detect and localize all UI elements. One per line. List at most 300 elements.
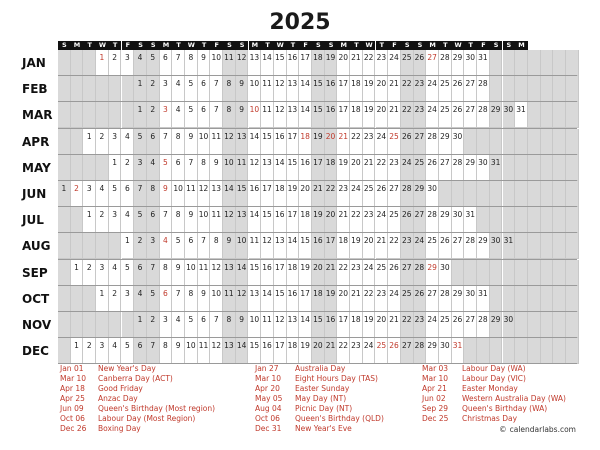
day-cell: 3 [83, 181, 96, 207]
day-cell: 23 [363, 207, 376, 233]
day-cell: 18 [274, 181, 287, 207]
day-cell: 18 [299, 207, 312, 233]
day-cell: 7 [160, 129, 173, 155]
day-cell: 4 [134, 50, 147, 76]
empty-cell [96, 233, 109, 259]
holiday-name: Canberra Day (ACT) [98, 374, 173, 383]
day-cell: 13 [236, 129, 249, 155]
day-cell: 20 [325, 129, 338, 155]
day-cell: 21 [325, 338, 338, 364]
weekday-header: M [160, 41, 173, 50]
weekday-header: S [147, 41, 160, 50]
footer-credit[interactable] [499, 425, 576, 434]
day-cell: 26 [388, 260, 401, 286]
holiday-date: Dec 26 [60, 424, 87, 433]
weekday-header: S [236, 41, 249, 50]
empty-cell [541, 155, 554, 181]
day-cell: 3 [134, 155, 147, 181]
empty-cell [503, 338, 516, 364]
holiday-name: Easter Monday [462, 384, 518, 393]
holiday-name: Anzac Day [98, 394, 138, 403]
empty-cell [515, 312, 528, 338]
empty-cell [477, 207, 490, 233]
holiday-date: Apr 21 [422, 384, 447, 393]
day-cell: 29 [426, 260, 439, 286]
day-cell: 28 [414, 260, 427, 286]
day-cell: 7 [198, 233, 211, 259]
day-cell: 13 [287, 102, 300, 128]
holiday-row [422, 414, 518, 424]
day-cell: 15 [261, 129, 274, 155]
empty-cell [58, 155, 71, 181]
day-cell: 13 [274, 233, 287, 259]
month-label: DEC [22, 344, 49, 359]
day-cell: 20 [325, 207, 338, 233]
day-cell: 23 [376, 286, 389, 312]
empty-cell [83, 312, 96, 338]
day-cell: 25 [439, 102, 452, 128]
day-cell: 19 [325, 50, 338, 76]
day-cell: 21 [388, 102, 401, 128]
empty-cell [109, 233, 122, 259]
day-cell: 17 [261, 181, 274, 207]
month-label: JUN [22, 187, 47, 201]
holiday-column-3 [422, 364, 566, 424]
day-cell: 30 [477, 155, 490, 181]
holiday-row [60, 374, 173, 384]
weekday-header: F [122, 41, 135, 50]
day-cell: 1 [134, 312, 147, 338]
day-cell: 26 [439, 233, 452, 259]
day-cell: 23 [414, 312, 427, 338]
empty-cell [439, 181, 452, 207]
day-cell: 12 [261, 233, 274, 259]
empty-cell [528, 286, 541, 312]
day-cell: 2 [147, 102, 160, 128]
day-cell: 26 [452, 102, 465, 128]
day-cell: 13 [249, 286, 262, 312]
day-cell: 24 [388, 286, 401, 312]
empty-cell [464, 260, 477, 286]
day-cell: 31 [477, 286, 490, 312]
empty-cell [553, 260, 566, 286]
holiday-name: Boxing Day [98, 424, 141, 433]
weekday-header: M [337, 41, 350, 50]
day-cell: 7 [185, 155, 198, 181]
holiday-date: Apr 25 [60, 394, 85, 403]
empty-cell [83, 76, 96, 102]
day-cell: 23 [414, 102, 427, 128]
day-cell: 7 [160, 207, 173, 233]
empty-cell [503, 76, 516, 102]
day-cell: 26 [452, 312, 465, 338]
day-cell: 29 [452, 286, 465, 312]
empty-cell [503, 286, 516, 312]
empty-cell [528, 338, 541, 364]
day-cell: 27 [439, 155, 452, 181]
day-cell: 26 [414, 50, 427, 76]
holiday-column-2 [255, 364, 384, 434]
day-cell: 9 [160, 181, 173, 207]
day-cell: 23 [376, 50, 389, 76]
day-cell: 23 [363, 129, 376, 155]
day-cell: 16 [299, 155, 312, 181]
day-cell: 9 [236, 102, 249, 128]
day-cell: 31 [490, 155, 503, 181]
day-cell: 27 [401, 338, 414, 364]
day-cell: 9 [236, 76, 249, 102]
empty-cell [528, 129, 541, 155]
day-cell: 2 [83, 260, 96, 286]
day-cell: 5 [147, 50, 160, 76]
day-cell: 8 [223, 76, 236, 102]
day-cell: 9 [172, 338, 185, 364]
day-cell: 3 [109, 207, 122, 233]
day-cell: 30 [439, 338, 452, 364]
day-cell: 24 [376, 207, 389, 233]
day-cell: 12 [274, 102, 287, 128]
day-cell: 24 [401, 155, 414, 181]
day-cell: 29 [426, 338, 439, 364]
day-cell: 13 [249, 50, 262, 76]
empty-cell [490, 286, 503, 312]
day-cell: 18 [299, 129, 312, 155]
empty-cell [566, 338, 579, 364]
day-cell: 4 [109, 338, 122, 364]
empty-cell [566, 102, 579, 128]
day-cell: 20 [376, 312, 389, 338]
day-cell: 22 [337, 260, 350, 286]
day-cell: 27 [426, 286, 439, 312]
holiday-row [255, 394, 347, 404]
day-cell: 5 [185, 312, 198, 338]
day-cell: 1 [134, 102, 147, 128]
day-cell: 1 [109, 155, 122, 181]
day-cell: 29 [439, 129, 452, 155]
empty-cell [528, 260, 541, 286]
day-cell: 17 [274, 338, 287, 364]
day-cell: 24 [376, 129, 389, 155]
day-cell: 25 [388, 207, 401, 233]
empty-cell [71, 233, 84, 259]
empty-cell [553, 155, 566, 181]
day-cell: 18 [312, 50, 325, 76]
day-cell: 18 [287, 338, 300, 364]
day-cell: 16 [325, 102, 338, 128]
day-cell: 24 [363, 338, 376, 364]
day-cell: 30 [439, 260, 452, 286]
day-cell: 20 [312, 338, 325, 364]
day-cell: 12 [223, 129, 236, 155]
weekday-header: F [477, 41, 490, 50]
day-cell: 30 [452, 207, 465, 233]
weekday-header: F [210, 41, 223, 50]
day-cell: 10 [185, 338, 198, 364]
day-cell: 25 [376, 338, 389, 364]
day-cell: 23 [414, 76, 427, 102]
holiday-row [422, 364, 526, 374]
holiday-date: Dec 25 [422, 414, 449, 423]
day-cell: 29 [439, 207, 452, 233]
month-label: OCT [22, 291, 50, 306]
empty-cell [515, 155, 528, 181]
empty-cell [503, 129, 516, 155]
empty-cell [528, 76, 541, 102]
day-cell: 16 [274, 207, 287, 233]
day-cell: 1 [71, 260, 84, 286]
day-cell: 20 [376, 76, 389, 102]
day-cell: 26 [426, 155, 439, 181]
holiday-name: New Year's Day [98, 364, 156, 373]
empty-cell [553, 102, 566, 128]
empty-cell [528, 312, 541, 338]
day-cell: 17 [287, 207, 300, 233]
empty-cell [122, 312, 135, 338]
day-cell: 27 [426, 50, 439, 76]
day-cell: 4 [96, 181, 109, 207]
holiday-row [422, 404, 548, 414]
day-cell: 24 [388, 50, 401, 76]
empty-cell [566, 76, 579, 102]
holiday-name: Eight Hours Day (TAS) [295, 374, 378, 383]
day-cell: 20 [312, 260, 325, 286]
day-cell: 6 [134, 260, 147, 286]
empty-cell [83, 50, 96, 76]
day-cell: 19 [299, 338, 312, 364]
day-cell: 10 [172, 181, 185, 207]
day-cell: 7 [210, 76, 223, 102]
day-cell: 11 [198, 260, 211, 286]
day-cell: 20 [337, 50, 350, 76]
day-cell: 14 [274, 155, 287, 181]
day-cell: 26 [452, 76, 465, 102]
day-cell: 25 [401, 286, 414, 312]
day-cell: 19 [312, 129, 325, 155]
day-cell: 25 [414, 155, 427, 181]
empty-cell [71, 50, 84, 76]
day-cell: 17 [337, 312, 350, 338]
holiday-column-1 [60, 364, 216, 434]
day-cell: 1 [58, 181, 71, 207]
day-cell: 9 [185, 207, 198, 233]
empty-cell [490, 207, 503, 233]
day-cell: 18 [337, 233, 350, 259]
day-cell: 2 [96, 129, 109, 155]
empty-cell [528, 155, 541, 181]
empty-cell [452, 181, 465, 207]
day-cell: 27 [452, 233, 465, 259]
day-cell: 14 [249, 129, 262, 155]
weekday-header: T [198, 41, 211, 50]
weekday-header: S [58, 41, 71, 50]
holiday-name: Good Friday [98, 384, 143, 393]
day-cell: 19 [325, 286, 338, 312]
holiday-row [255, 374, 378, 384]
empty-cell [541, 50, 554, 76]
holiday-date: Aug 04 [255, 404, 282, 413]
empty-cell [71, 102, 84, 128]
day-cell: 13 [287, 312, 300, 338]
weekday-header: T [350, 41, 363, 50]
holiday-row [422, 394, 566, 404]
empty-cell [503, 50, 516, 76]
empty-cell [109, 76, 122, 102]
weekday-header: T [109, 41, 122, 50]
day-cell: 3 [96, 338, 109, 364]
day-cell: 16 [261, 260, 274, 286]
day-cell: 9 [185, 129, 198, 155]
empty-cell [553, 50, 566, 76]
day-cell: 24 [350, 181, 363, 207]
day-cell: 6 [147, 207, 160, 233]
day-cell: 7 [172, 50, 185, 76]
day-cell: 26 [401, 207, 414, 233]
day-cell: 28 [426, 207, 439, 233]
day-cell: 18 [325, 155, 338, 181]
holiday-row [60, 394, 138, 404]
holiday-name: Queen's Birthday (Most region) [98, 404, 216, 413]
day-cell: 13 [287, 76, 300, 102]
empty-cell [503, 207, 516, 233]
holiday-row [60, 414, 196, 424]
day-cell: 19 [337, 155, 350, 181]
day-cell: 2 [96, 207, 109, 233]
weekday-header: S [401, 41, 414, 50]
empty-cell [566, 233, 579, 259]
empty-cell [541, 181, 554, 207]
day-cell: 28 [414, 338, 427, 364]
day-cell: 31 [464, 207, 477, 233]
weekday-header: W [96, 41, 109, 50]
day-cell: 7 [147, 338, 160, 364]
weekday-header: M [249, 41, 262, 50]
day-cell: 11 [223, 50, 236, 76]
weekday-header: F [388, 41, 401, 50]
weekday-header: M [71, 41, 84, 50]
holiday-date: May 05 [255, 394, 283, 403]
holiday-date: Oct 06 [255, 414, 280, 423]
day-cell: 29 [464, 155, 477, 181]
day-cell: 27 [388, 181, 401, 207]
weekday-header: W [452, 41, 465, 50]
day-cell: 15 [274, 286, 287, 312]
holiday-date: Sep 29 [422, 404, 449, 413]
day-cell: 15 [274, 50, 287, 76]
day-cell: 31 [515, 102, 528, 128]
day-cell: 2 [71, 181, 84, 207]
day-cell: 13 [210, 181, 223, 207]
day-cell: 3 [109, 129, 122, 155]
empty-cell [528, 207, 541, 233]
empty-cell [58, 76, 71, 102]
day-cell: 17 [274, 260, 287, 286]
holiday-date: Jan 27 [255, 364, 279, 373]
holiday-name: New Year's Eve [295, 424, 352, 433]
day-cell: 4 [109, 260, 122, 286]
holiday-name: Picnic Day (NT) [295, 404, 353, 413]
day-cell: 12 [274, 312, 287, 338]
holiday-row [255, 414, 384, 424]
empty-cell [109, 102, 122, 128]
day-cell: 8 [185, 286, 198, 312]
empty-cell [553, 286, 566, 312]
day-cell: 23 [350, 260, 363, 286]
day-cell: 22 [376, 155, 389, 181]
day-cell: 1 [71, 338, 84, 364]
empty-cell [566, 260, 579, 286]
day-cell: 19 [363, 102, 376, 128]
empty-cell [58, 102, 71, 128]
day-cell: 10 [210, 50, 223, 76]
weekday-header: T [464, 41, 477, 50]
day-cell: 13 [223, 338, 236, 364]
empty-cell [553, 207, 566, 233]
day-cell: 25 [363, 181, 376, 207]
empty-cell [464, 129, 477, 155]
empty-cell [515, 260, 528, 286]
weekday-header: S [325, 41, 338, 50]
day-cell: 21 [350, 286, 363, 312]
holiday-list [0, 364, 600, 434]
day-cell: 15 [249, 260, 262, 286]
empty-cell [71, 286, 84, 312]
day-cell: 3 [160, 102, 173, 128]
empty-cell [515, 338, 528, 364]
day-cell: 30 [452, 129, 465, 155]
day-cell: 4 [147, 155, 160, 181]
weekday-header: T [261, 41, 274, 50]
empty-cell [71, 155, 84, 181]
day-cell: 12 [236, 286, 249, 312]
empty-cell [122, 76, 135, 102]
empty-cell [528, 181, 541, 207]
day-cell: 2 [122, 155, 135, 181]
calendar-title: 2025 [269, 10, 331, 35]
holiday-row [60, 384, 143, 394]
day-cell: 8 [160, 338, 173, 364]
day-cell: 13 [261, 155, 274, 181]
day-cell: 15 [299, 233, 312, 259]
day-cell: 16 [287, 286, 300, 312]
empty-cell [490, 129, 503, 155]
day-cell: 24 [426, 76, 439, 102]
empty-cell [71, 312, 84, 338]
empty-cell [58, 260, 71, 286]
day-cell: 21 [337, 207, 350, 233]
empty-cell [490, 181, 503, 207]
empty-cell [58, 338, 71, 364]
day-cell: 4 [122, 129, 135, 155]
day-cell: 28 [477, 102, 490, 128]
empty-cell [83, 233, 96, 259]
day-cell: 21 [350, 50, 363, 76]
day-cell: 11 [210, 207, 223, 233]
day-cell: 8 [172, 129, 185, 155]
day-cell: 8 [185, 50, 198, 76]
day-cell: 15 [312, 102, 325, 128]
empty-cell [553, 76, 566, 102]
weekday-header: F [299, 41, 312, 50]
weekday-header: S [312, 41, 325, 50]
day-cell: 11 [210, 129, 223, 155]
empty-cell [122, 102, 135, 128]
day-cell: 22 [350, 129, 363, 155]
day-cell: 11 [261, 102, 274, 128]
day-cell: 3 [160, 76, 173, 102]
day-cell: 5 [172, 233, 185, 259]
holiday-row [60, 424, 141, 434]
month-label: AUG [22, 239, 51, 254]
